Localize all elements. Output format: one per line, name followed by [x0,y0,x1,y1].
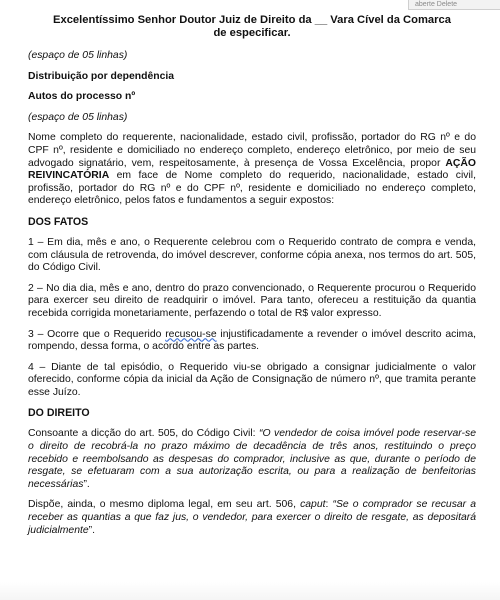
document-title [28,14,476,40]
space-note-2: (espaço de 05 linhas) [28,111,128,123]
action-name: AÇÃO REIVINCATÓRIA [28,157,476,182]
page-bottom-fade [0,582,500,600]
title-line-1: Excelentíssimo Senhor Doutor Juiz de Direito da __ Vara Cível da Comarca [53,14,451,26]
toolbar-fragment-text: aberte Delete [415,1,458,8]
law-2-mid: : [325,499,333,511]
law-1-pre: Consoante a dicção do art. 505, do Código Civil: [28,428,260,440]
law-2-quote: “Se o comprador se recusar a receber as quantias a que faz jus, o vendedor, para exercer o direito de resgate, as depositará judicialmente [28,499,477,536]
distribution-line: Distribuição por dependência [28,70,175,82]
fact-3-pre: 3 – Ocorre que o Requerido [28,328,166,340]
fact-paragraph-4: 4 – Diante de tal episódio, o Requerido viu-se obrigado a consignar judicialmente o valor oferecido, conforme cópia da inicial da Ação de Consignação de número nº, que tramita perante esse Juízo. [28,361,476,398]
space-note-1: (espaço de 05 linhas) [28,50,128,61]
law-1-quote: “O vendedor de coisa imóvel pode reservar-se o direito de recobrá-la no prazo máximo de decadência de três anos, restituindo o preço recebido e reembolsando as despesas do comprador, inclusive as que, durante o período de resgate, se efetuaram com a sua autorização escrita, ou para a realização de benfeitorias necessárias [28,428,476,490]
intro-text-post: em face de Nome completo do requerido, nacionalidade, estado civil, profissão, portador do RG nº e do CPF nº, residente e domiciliado no endereço completo, endereço eletrônico, pelos fatos e fundamentos a seguir expostos: [28,170,476,207]
fact-3-post: injustificadamente a revender o imóvel descrito acima, rompendo, dessa forma, o acordo entre as partes. [28,328,476,353]
fact-paragraph-1: 1 – Em dia, mês e ano, o Requerente celebrou com o Requerido contrato de compra e venda, com cláusula de retrovenda, do imóvel descrever, conforme cópia anexa, nos termos do art. 505, do Código Civil. [28,236,476,274]
facts-heading: DOS FATOS [28,215,89,228]
law-2-caput: caput [300,499,326,511]
intro-paragraph [28,132,476,208]
law-2-pre: Dispõe, ainda, o mesmo diploma legal, em seu art. 506, [28,499,301,511]
law-heading: DO DIREITO [28,407,90,420]
law-2-end: ”. [88,524,96,536]
case-number-label: Autos do processo nº [28,91,136,103]
intro-text-pre: Nome completo do requerente, nacionalidade, estado civil, profissão, portador do RG nº e do CPF nº, residente e domiciliado no endereço completo, endereço eletrônico, por meio de seu advogado signatário, vem, respeitosamente, à presença de Vossa Excelência, propor [28,132,476,169]
title-line-2: de especificar. [213,27,291,39]
law-paragraph-2 [28,499,476,537]
law-paragraph-1 [28,428,476,491]
fact-paragraph-2: 2 – No dia dia, mês e ano, dentro do prazo convencionado, o Requerente procurou o Requerido para exercer seu direito de readquirir o imóvel. Para tanto, ofereceu a restituição da quantia recebida corrigida monetariamente, perfazendo o total de R$ valor expresso. [28,282,476,319]
spellcheck-flagged-word: recusou-se [165,328,217,340]
law-1-end: ”. [83,478,90,490]
fact-paragraph-3 [28,329,476,354]
